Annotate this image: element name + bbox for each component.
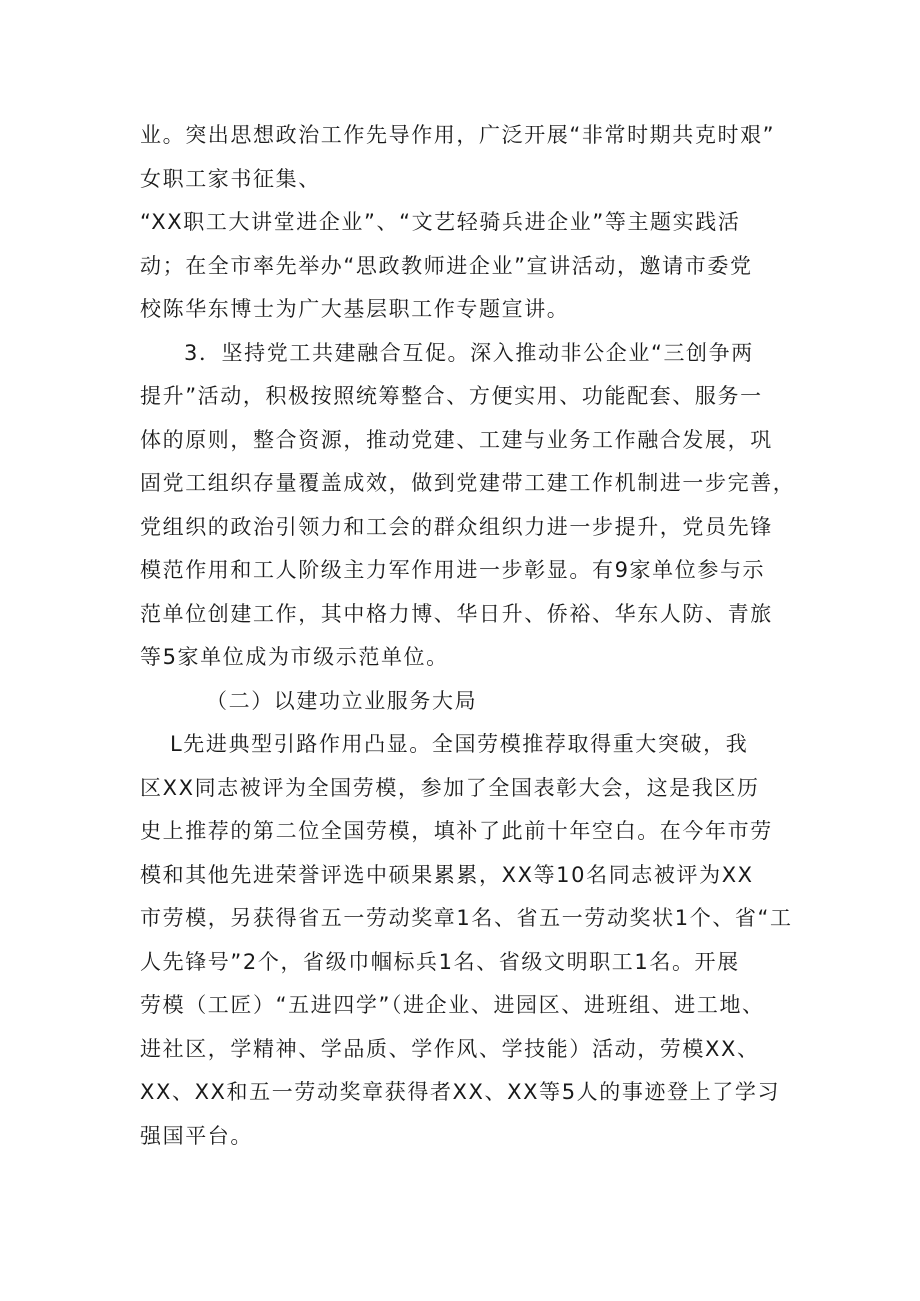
- text-line: 校陈华东博士为广大基层职工作专题宣讲。: [140, 297, 570, 321]
- text-line: 劳模（工匠）“五进四学”（进企业、进园区、进班组、进工地、: [140, 993, 765, 1017]
- section-heading: （二）以建功立业服务大局: [206, 688, 478, 713]
- text-line: 强国平台。: [140, 1123, 253, 1148]
- text-line: 等5家单位成为市级示范单位。: [140, 645, 449, 669]
- paragraph-start-line: 3．坚持党工共建融合互促。深入推动非公企业“三创争两: [184, 340, 754, 365]
- text-line: 进社区，学精神、学品质、学作风、学技能）活动，劳模XX、: [140, 1036, 760, 1061]
- paragraph-start-line: L先进典型引路作用凸显。全国劳模推荐取得重大突破，我: [170, 732, 749, 756]
- text-line: 体的原则，整合资源，推动党建、工建与业务工作融合发展，巩: [140, 427, 773, 452]
- text-line: 人先锋号”2个，省级巾帼标兵1名、省级文明职工1名。开展: [140, 949, 740, 974]
- text-line: “XX职工大讲堂进企业”、“文艺轻骑兵进企业”等主题实践活: [140, 210, 741, 234]
- text-line: 史上推荐的第二位全国劳模，填补了此前十年空白。在今年市劳: [140, 819, 773, 843]
- text-line: 市劳模，另获得省五一劳动奖章1名、省五一劳动奖状1个、省“工: [140, 906, 793, 930]
- text-line: 模范作用和工人阶级主力军作用进一步彰显。有9家单位参与示: [140, 558, 766, 582]
- text-line: 提升”活动，积极按照统筹整合、方便实用、功能配套、服务一: [140, 384, 763, 408]
- text-line: 女职工家书征集、: [140, 166, 321, 191]
- text-line: 模和其他先进荣誉评选中硕果累累，XX等10名同志被评为XX: [140, 862, 754, 887]
- document-body: [140, 114, 800, 1158]
- text-line: 业。突出思想政治工作先导作用，广泛开展“非常时期共克时艰”: [140, 123, 776, 147]
- text-line: 党组织的政治引领力和工会的群众组织力进一步提升，党员先锋: [140, 514, 773, 539]
- text-line: 范单位创建工作，其中格力博、华日升、侨裕、华东人防、青旅: [140, 601, 773, 626]
- text-line: XX、XX和五一劳动奖章获得者XX、XX等5人的事迹登上了学习: [140, 1080, 781, 1104]
- text-line: 区XX同志被评为全国劳模，参加了全国表彰大会，这是我区历: [140, 775, 760, 800]
- text-line: 固党工组织存量覆盖成效，做到党建带工建工作机制进一步完善，: [140, 471, 796, 495]
- text-line: 动；在全市率先举办“思政教师进企业”宣讲活动，邀请市委党: [140, 253, 753, 278]
